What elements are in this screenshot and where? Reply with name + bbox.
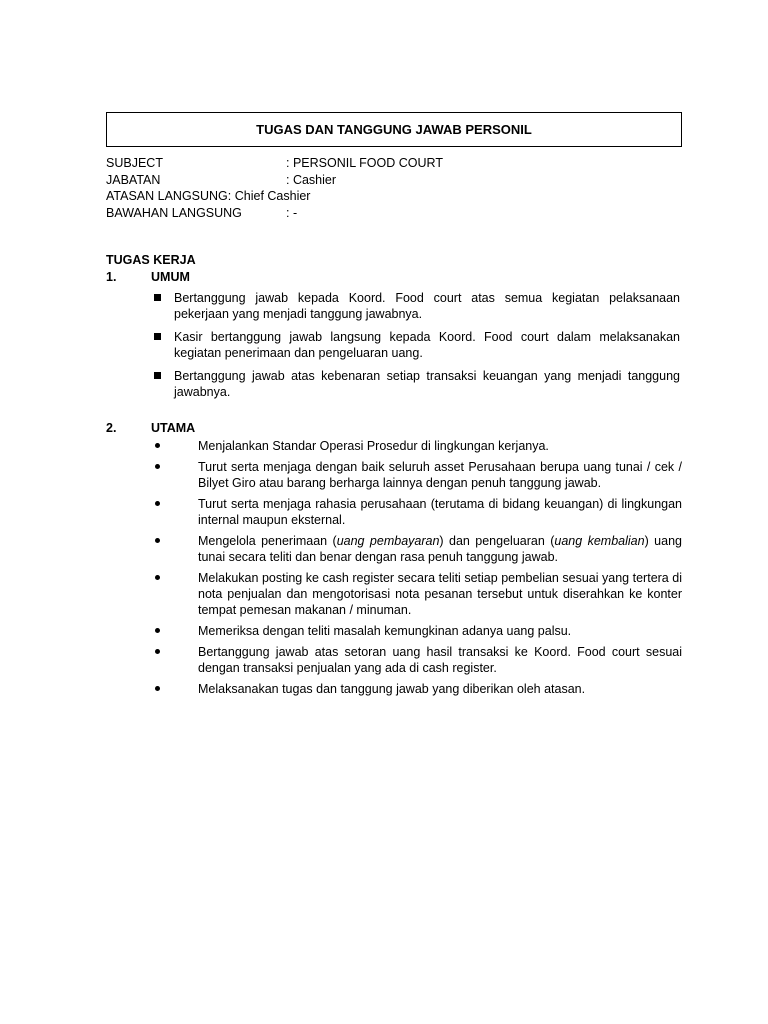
meta-value: : Cashier [286, 172, 337, 187]
list-item [152, 459, 682, 491]
heading-text: UMUM [151, 270, 190, 284]
meta-value: : - [286, 205, 298, 220]
list-item-text: Turut serta menjaga rahasia perusahaan (terutama di bidang keuangan) di lingkungan internal maupun eksternal. [198, 497, 682, 527]
list-item-text [198, 534, 682, 564]
list-item [152, 623, 682, 639]
document-title: TUGAS DAN TANGGUNG JAWAB PERSONIL [256, 121, 532, 137]
heading-text: UTAMA [151, 421, 196, 435]
heading-number: 2. [106, 421, 117, 435]
round-bullet-icon [155, 628, 160, 633]
list-item-text: Bertanggung jawab atas kebenaran setiap transaksi keuangan yang menjadi tanggung jawabnya. [174, 369, 680, 399]
list-item-text: Melakukan posting ke cash register secara teliti setiap pembelian sesuai yang tertera di nota penjualan dan mengotorisasi nota pesanan tersebut untuk diserahkan ke konter tempat pemesan makanan / minuman. [198, 571, 682, 617]
meta-value: : PERSONIL FOOD COURT [286, 156, 443, 170]
utama-list [152, 438, 682, 702]
round-bullet-icon [155, 464, 160, 469]
round-bullet-icon [155, 686, 160, 691]
text-segment: ) uang tunai secara teliti dan benar dengan rasa penuh tanggung jawab. [198, 534, 682, 564]
italic-term: uang pembayaran [336, 534, 440, 548]
list-item-text: Melaksanakan tugas dan tanggung jawab yang diberikan oleh atasan. [198, 682, 586, 696]
round-bullet-icon [155, 538, 160, 543]
list-item-text: Turut serta menjaga dengan baik seluruh asset Perusahaan berupa uang tunai / cek / Bilyet Giro atau barang berharga lainnya dengan penuh tanggung jawab. [198, 460, 682, 490]
meta-subject [106, 155, 682, 172]
meta-label: SUBJECT [106, 156, 163, 170]
list-item-text: Bertanggung jawab kepada Koord. Food court atas semua kegiatan pelaksanaan pekerjaan yang menjadi tanggung jawabnya. [174, 291, 680, 321]
round-bullet-icon [155, 501, 160, 506]
meta-label: BAWAHAN LANGSUNG [106, 205, 242, 220]
meta-jabatan [106, 172, 682, 189]
meta-label: JABATAN [106, 172, 161, 187]
text-segment: ) dan pengeluaran ( [439, 534, 555, 548]
list-item-text: Menjalankan Standar Operasi Prosedur di lingkungan kerjanya. [198, 439, 549, 453]
list-item [152, 681, 682, 697]
meta-bawahan [106, 205, 682, 222]
list-item [152, 368, 680, 400]
square-bullet-icon [154, 333, 161, 340]
list-item-text: Bertanggung jawab atas setoran uang hasil transaksi ke Koord. Food court sesuai dengan transaksi penjualan yang ada di cash register. [198, 645, 682, 675]
list-item [152, 290, 680, 322]
list-item-text: Kasir bertanggung jawab langsung kepada Koord. Food court dalam melaksanakan kegiatan penerimaan dan pengeluaran uang. [174, 330, 680, 360]
meta-atasan [106, 188, 682, 205]
list-item-text: Memeriksa dengan teliti masalah kemungkinan adanya uang palsu. [198, 624, 572, 638]
square-bullet-icon [154, 372, 161, 379]
umum-list [152, 290, 680, 407]
italic-term: uang kembalian [554, 534, 645, 548]
round-bullet-icon [155, 443, 160, 448]
heading-number: 1. [106, 270, 117, 284]
round-bullet-icon [155, 649, 160, 654]
list-item [152, 533, 682, 565]
meta-value: : Chief Cashier [227, 189, 311, 203]
square-bullet-icon [154, 294, 161, 301]
section-title: TUGAS KERJA [106, 253, 196, 267]
text-segment: Mengelola penerimaan ( [198, 534, 337, 548]
round-bullet-icon [155, 575, 160, 580]
list-item [152, 570, 682, 618]
title-box [106, 112, 682, 147]
meta-block [106, 155, 682, 221]
meta-label: ATASAN LANGSUNG [106, 189, 228, 203]
list-item [152, 438, 682, 454]
list-item [152, 329, 680, 361]
list-item [152, 496, 682, 528]
list-item [152, 644, 682, 676]
